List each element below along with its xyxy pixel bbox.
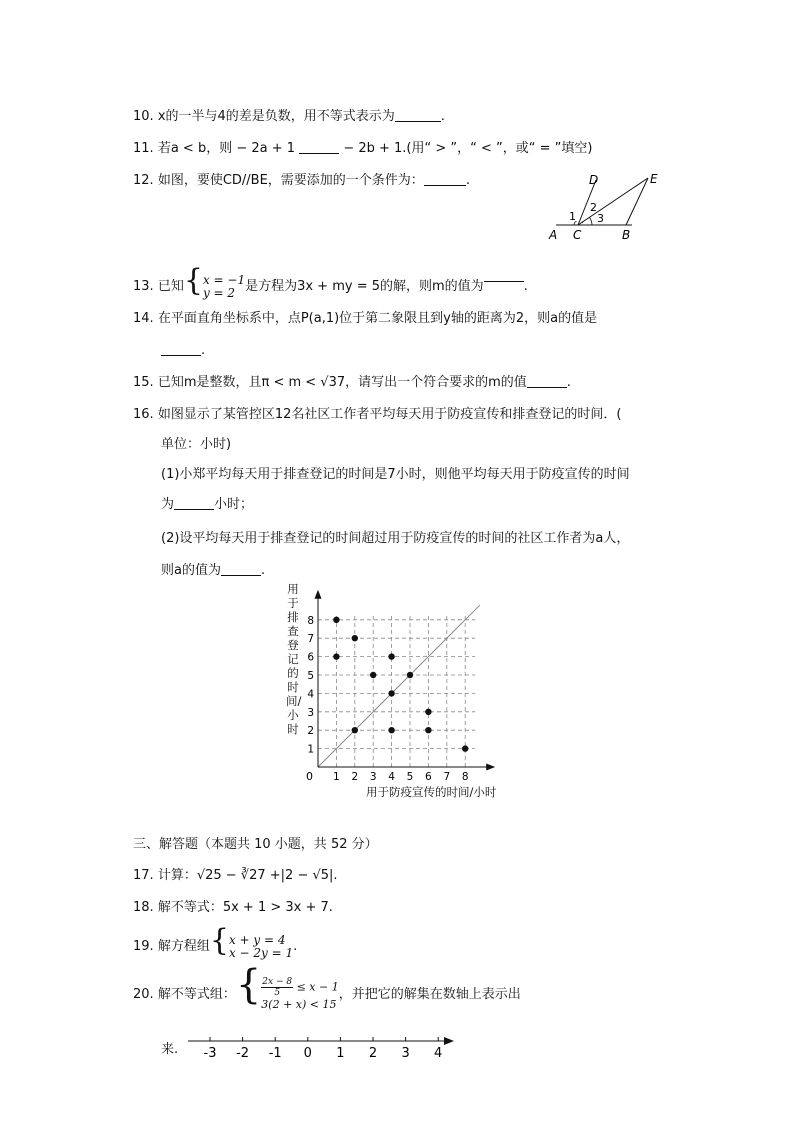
question-10 [133, 108, 445, 126]
question-text-pre: 若a < b，则 − 2a + 1 [157, 141, 296, 156]
question-20 [133, 962, 521, 1014]
data-point [425, 727, 431, 733]
y-tick-label: 3 [307, 706, 314, 719]
number-line-tick-label: -1 [268, 1046, 282, 1061]
origin-label: 0 [306, 770, 313, 783]
question-text-pre: 解方程组 [157, 939, 210, 954]
punct: . [465, 173, 470, 188]
data-point [388, 653, 394, 659]
angle-arc-2 [582, 221, 584, 223]
question-16-part-1: (1)小郑平均每天用于排查登记的时间是7小时，则他平均每天用于防疫宣传的时间 [161, 467, 630, 482]
number-line-tick-label: 3 [401, 1046, 410, 1061]
number-line-tick-label: -3 [203, 1046, 217, 1061]
label-e: E [650, 172, 658, 186]
data-point [352, 635, 358, 641]
chart-y-axis-label: 用于排查登记的时间/小时 [286, 582, 302, 736]
equation-system [229, 934, 293, 960]
question-20-line-2: 来. [161, 1042, 179, 1057]
inequality-system [261, 977, 338, 1012]
y-tick-label: 5 [307, 670, 314, 682]
answer-blank[interactable] [527, 374, 567, 388]
answer-blank[interactable] [299, 140, 339, 154]
question-text: 如图显示了某管控区12名社区工作者平均每天用于防疫宣传和排查登记的时间．( [157, 407, 622, 422]
question-15 [133, 374, 571, 392]
answer-blank[interactable] [161, 342, 201, 356]
y-axis-arrow [315, 590, 322, 599]
question-number: 11. [133, 141, 154, 156]
question-19 [133, 923, 298, 960]
number-line-tick-label: 4 [434, 1046, 443, 1061]
question-text: 已知m是整数，且π < m < √37，请写出一个符合要求的m的值 [157, 375, 527, 390]
data-point [388, 690, 394, 696]
fraction-denominator: 5 [274, 988, 281, 998]
question-12 [133, 172, 470, 190]
label-d: D [589, 173, 599, 187]
equation-1: x + y = 4 [228, 932, 286, 947]
x-tick-label: 2 [351, 771, 359, 783]
answer-blank[interactable] [395, 108, 441, 122]
question-number: 14. [133, 311, 154, 326]
question-13 [133, 263, 528, 300]
number-line-arrow [444, 1037, 454, 1045]
reference-line-y-equals-x [318, 605, 480, 767]
answer-blank[interactable] [484, 268, 524, 282]
question-17 [133, 867, 338, 885]
punct: . [293, 939, 298, 954]
punct: . [566, 375, 571, 390]
data-point [370, 672, 376, 678]
fraction-numerator: 2x − 8 [262, 977, 293, 987]
question-text: 计算：√25 − ∛27 +|2 − √5|. [157, 868, 338, 883]
answer-blank[interactable] [221, 562, 261, 576]
question-14 [133, 310, 597, 328]
question-text-post: ，并把它的解集在数轴上表示出 [338, 987, 521, 1002]
label-angle-2: 2 [590, 201, 597, 214]
equation-2: x − 2y = 1 [228, 945, 294, 960]
y-tick-label: 2 [307, 725, 314, 738]
data-point [407, 672, 413, 678]
question-text-post: − 2b + 1.(用“ > ”，“ < ”，或“ = ”填空) [343, 141, 593, 156]
question-18 [133, 899, 333, 917]
question-16-line-2: 单位：小时) [161, 437, 232, 452]
label-angle-1: 1 [569, 210, 576, 223]
number-line-tick-label: 2 [368, 1046, 378, 1061]
y-tick-label: 4 [307, 688, 314, 701]
y-tick-label: 8 [307, 614, 314, 627]
fraction [261, 977, 293, 998]
punct: . [201, 343, 206, 358]
y-tick-label: 1 [307, 743, 314, 756]
question-16-part-2-answer [161, 562, 265, 580]
number-line-tick-label: 0 [303, 1046, 312, 1061]
system-brace: { [209, 923, 229, 958]
chart-grid [318, 616, 475, 767]
question-11 [133, 140, 592, 158]
data-point [333, 617, 339, 623]
system-brace: { [183, 263, 203, 298]
punct: . [523, 279, 528, 294]
question-number: 12. [133, 173, 154, 188]
x-tick-label: 7 [443, 771, 451, 783]
question-16-part-1-answer [161, 496, 253, 514]
question-number: 18. [133, 900, 154, 915]
x-axis-arrow [486, 764, 495, 771]
number-line [184, 1030, 460, 1064]
label-b: B [622, 228, 631, 242]
x-tick-label: 5 [406, 771, 414, 783]
question-text: 如图，要使CD//BE，需要添加的一个条件为： [157, 173, 424, 188]
section-3-heading: 三、解答题（本题共 10 小题，共 52 分） [133, 837, 378, 852]
x-tick-label: 8 [461, 771, 469, 783]
label-a: A [549, 228, 558, 242]
x-tick-label: 6 [425, 771, 432, 783]
question-number: 20. [133, 987, 154, 1002]
answer-blank[interactable] [174, 496, 214, 510]
question-text-pre: 解不等式组： [157, 987, 236, 1002]
chart-x-axis-label: 用于防疫宣传的时间/小时 [366, 785, 497, 799]
question-number: 16. [133, 407, 154, 422]
x-tick-label: 3 [369, 771, 377, 783]
question-text-post: 是方程为3x + my = 5的解，则m的值为 [245, 279, 484, 294]
system-brace: { [235, 962, 262, 1008]
angle-arc-3 [590, 218, 592, 226]
question-number: 17. [133, 868, 154, 883]
label-c: C [573, 228, 582, 242]
question-text: 解不等式：5x + 1 > 3x + 7. [157, 900, 333, 915]
question-text: x的一半与4的差是负数，用不等式表示为 [157, 109, 395, 124]
data-point [462, 745, 468, 751]
scatter-chart [300, 584, 520, 802]
question-text-pre: 已知 [157, 279, 184, 294]
number-line-tick-label: -2 [236, 1046, 250, 1061]
text: 为 [161, 497, 175, 512]
question-16 [133, 406, 621, 424]
inequality-2: 3(2 + x) < 15 [261, 998, 337, 1011]
punct: . [260, 563, 266, 578]
data-point [388, 727, 394, 733]
x-tick-label: 1 [333, 771, 340, 783]
data-point [352, 727, 358, 733]
y-tick-label: 6 [307, 651, 314, 664]
x-tick-label: 4 [388, 771, 395, 783]
question-number: 10. [133, 109, 154, 124]
question-number: 19. [133, 939, 154, 954]
question-14-line-2 [161, 342, 205, 360]
punct: . [440, 109, 445, 124]
equation-1: x = −1 [202, 272, 246, 287]
text: 则a的值为 [161, 563, 221, 578]
question-16-part-2: (2)设平均每天用于排查登记的时间超过用于防疫宣传的时间的社区工作者为a人， [161, 531, 630, 546]
data-point [425, 709, 431, 715]
number-line-tick-label: 1 [336, 1046, 345, 1061]
data-point [333, 653, 339, 659]
question-number: 15. [133, 375, 154, 390]
question-number: 13. [133, 279, 154, 294]
inequality-1-rest: ≤ x − 1 [296, 980, 339, 994]
geometry-figure-12 [540, 168, 670, 244]
y-tick-label: 7 [307, 633, 314, 646]
equation-system [203, 274, 245, 300]
answer-blank[interactable] [424, 172, 466, 186]
equation-2: y = 2 [202, 285, 236, 300]
text: 小时； [214, 497, 254, 512]
question-text: 在平面直角坐标系中，点P(a,1)位于第二象限且到y轴的距离为2，则a的值是 [157, 311, 598, 326]
label-angle-3: 3 [597, 212, 604, 225]
